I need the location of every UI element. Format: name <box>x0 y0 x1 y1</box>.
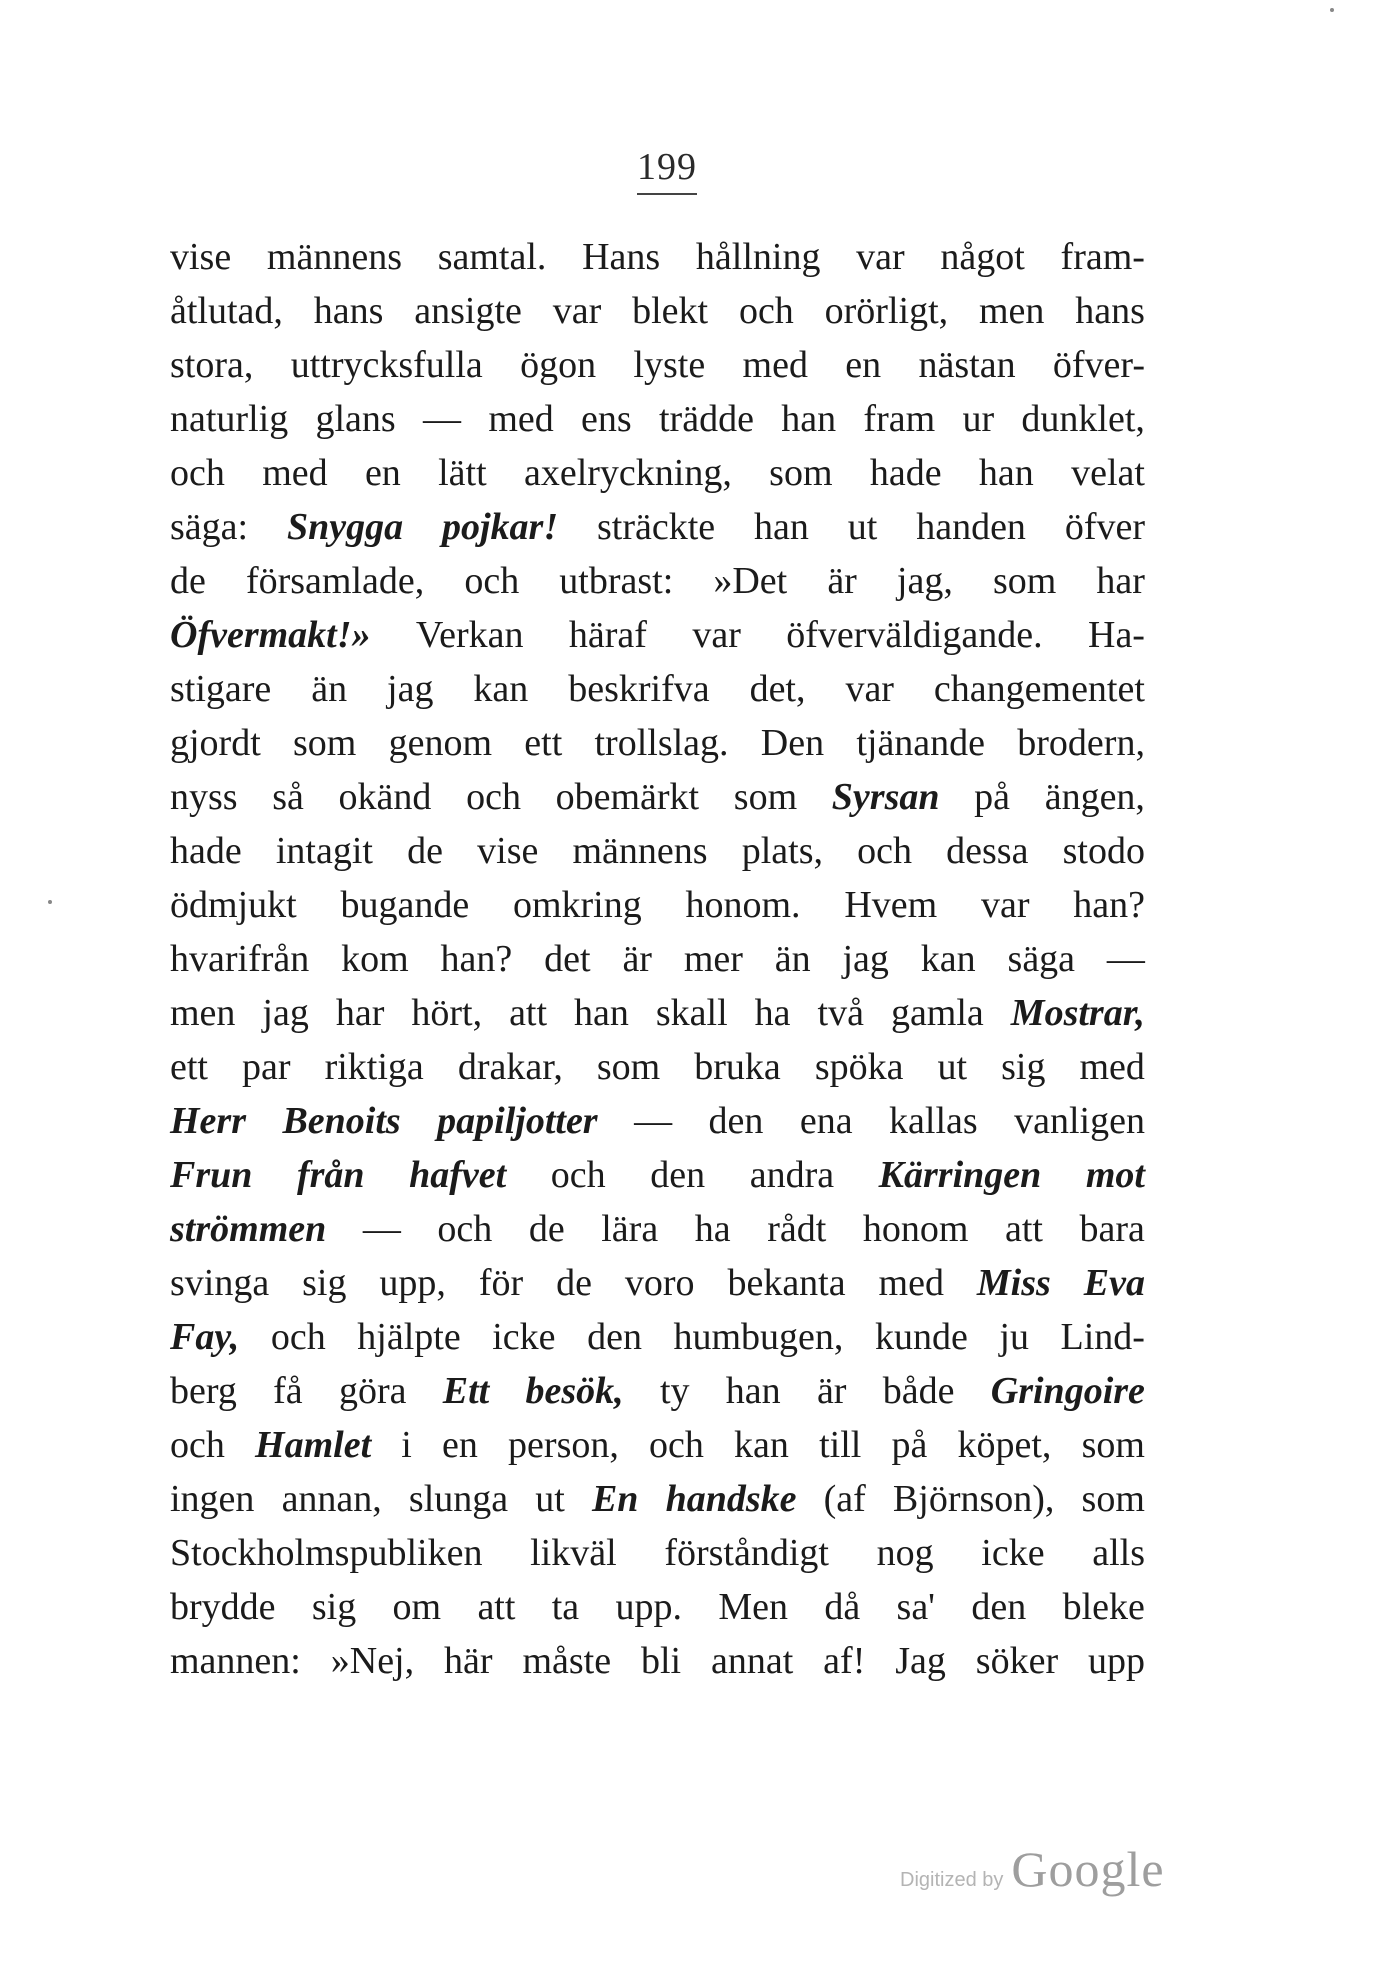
word: de <box>407 830 443 872</box>
word: humbugen, <box>673 1316 844 1358</box>
word: brydde <box>170 1586 276 1628</box>
word: ta <box>551 1586 580 1628</box>
word: med <box>262 452 328 494</box>
word: af! <box>823 1640 866 1682</box>
word: jag <box>842 938 889 980</box>
word: med <box>878 1262 944 1304</box>
word: ett <box>170 1046 208 1088</box>
text-line <box>170 284 1145 338</box>
word: han <box>754 506 809 548</box>
italic-word: pojkar! <box>441 506 559 548</box>
word: stodo <box>1062 830 1145 872</box>
word: hans <box>1075 290 1145 332</box>
word: jag, <box>896 560 953 602</box>
word: den <box>708 1100 764 1142</box>
word: par <box>242 1046 291 1088</box>
word: orörligt, <box>824 290 949 332</box>
text-line <box>170 1094 1145 1148</box>
word: de <box>528 1208 565 1250</box>
word: fram <box>863 398 936 440</box>
word: men <box>978 290 1045 332</box>
text-line <box>170 1040 1145 1094</box>
word: voro <box>624 1262 695 1304</box>
text-line <box>170 392 1145 446</box>
word: kom <box>341 938 409 980</box>
word: andra <box>749 1154 835 1196</box>
word: hans <box>313 290 384 332</box>
word: och <box>857 830 913 872</box>
text-line <box>170 1580 1145 1634</box>
word: nyss <box>170 776 238 818</box>
word: att <box>1004 1208 1043 1250</box>
word: jag <box>262 992 309 1034</box>
word: Den <box>760 722 825 764</box>
word: »Nej, <box>330 1640 415 1682</box>
word: men <box>170 992 236 1034</box>
text-line <box>170 446 1145 500</box>
text-line <box>170 932 1145 986</box>
italic-word: Syrsan <box>831 776 940 818</box>
word: han <box>978 452 1034 494</box>
text-line <box>170 662 1145 716</box>
word: handen <box>916 506 1026 548</box>
word: för <box>478 1262 524 1304</box>
word: ur <box>962 398 995 440</box>
word: slunga <box>408 1478 509 1520</box>
word: har <box>335 992 385 1034</box>
word: kan <box>734 1424 789 1466</box>
word: med <box>488 398 554 440</box>
word: genom <box>388 722 493 764</box>
word: om <box>392 1586 442 1628</box>
text-line <box>170 1310 1145 1364</box>
word: ut <box>847 506 878 548</box>
word: Men <box>718 1586 788 1628</box>
digitized-by-label: Digitized by <box>900 1869 1004 1891</box>
word: än <box>311 668 348 710</box>
word: de <box>556 1262 592 1304</box>
word: upp. <box>615 1586 683 1628</box>
word: två <box>817 992 864 1034</box>
word: än <box>774 938 811 980</box>
word: i <box>401 1424 412 1466</box>
word: trädde <box>659 398 754 440</box>
word: han? <box>440 938 513 980</box>
word: med <box>1079 1046 1145 1088</box>
word: honom. <box>685 884 801 926</box>
word: och <box>738 290 794 332</box>
word: glans <box>315 398 396 440</box>
word: kallas <box>889 1100 978 1142</box>
word: dessa <box>946 830 1029 872</box>
word: gjordt <box>170 722 261 764</box>
word: — <box>362 1208 401 1250</box>
italic-word: Fay, <box>170 1316 240 1358</box>
word: åtlutad, <box>170 290 283 332</box>
word: var <box>845 668 894 710</box>
text-line <box>170 1472 1145 1526</box>
word: och <box>466 776 521 818</box>
word: honom <box>862 1208 969 1250</box>
word: jag <box>387 668 434 710</box>
italic-word: Hamlet <box>255 1424 372 1466</box>
word: ut <box>937 1046 968 1088</box>
word: han <box>725 1370 781 1412</box>
word: kan <box>473 668 529 710</box>
word: ansigte <box>414 290 522 332</box>
word: ha <box>694 1208 731 1250</box>
word: velat <box>1071 452 1145 494</box>
word: här <box>444 1640 493 1682</box>
scan-speck <box>48 900 52 904</box>
word: då <box>824 1586 861 1628</box>
word: brodern, <box>1017 722 1145 764</box>
word: männens <box>266 236 402 278</box>
word: köpet, <box>957 1424 1052 1466</box>
text-line <box>170 770 1145 824</box>
word: med <box>742 344 808 386</box>
word: alls <box>1092 1532 1145 1574</box>
word: det, <box>749 668 806 710</box>
italic-word: strömmen <box>170 1208 327 1250</box>
text-line <box>170 986 1145 1040</box>
word: hade <box>170 830 242 872</box>
italic-word: Mostrar, <box>1010 992 1145 1034</box>
word: ett <box>524 722 563 764</box>
word: häraf <box>568 614 647 656</box>
word: berg <box>170 1370 237 1412</box>
italic-word: Ett <box>442 1370 490 1412</box>
word: spöka <box>814 1046 904 1088</box>
word: Lind- <box>1060 1316 1145 1358</box>
italic-word: Frun <box>170 1154 253 1196</box>
word: förståndigt <box>664 1532 829 1574</box>
word: Verkan <box>415 614 524 656</box>
word: upp, <box>379 1262 446 1304</box>
word: svinga <box>170 1262 270 1304</box>
word: är <box>816 1370 847 1412</box>
word: är <box>622 938 652 980</box>
word: (af <box>823 1478 866 1520</box>
word: bugande <box>340 884 470 926</box>
text-line <box>170 1364 1145 1418</box>
text-line <box>170 1634 1145 1688</box>
text-line <box>170 230 1145 284</box>
word: att <box>509 992 548 1034</box>
word: en <box>442 1424 478 1466</box>
word: upp <box>1088 1640 1145 1682</box>
word: blekt <box>632 290 709 332</box>
word: intagit <box>275 830 373 872</box>
word: samtal. <box>437 236 547 278</box>
word: öfver- <box>1052 344 1145 386</box>
word: ängen, <box>1044 776 1145 818</box>
word: och <box>550 1154 606 1196</box>
word: han <box>574 992 629 1034</box>
word: som <box>1081 1478 1145 1520</box>
word: nog <box>876 1532 934 1574</box>
word: hört, <box>411 992 483 1034</box>
word: söker <box>975 1640 1059 1682</box>
word: mannen: <box>170 1640 301 1682</box>
word: en <box>364 452 401 494</box>
word: icke <box>981 1532 1045 1574</box>
italic-word: Kärringen <box>878 1154 1042 1196</box>
word: Hvem <box>844 884 938 926</box>
word: utbrast: <box>559 560 674 602</box>
word: den <box>650 1154 706 1196</box>
text-line <box>170 1148 1145 1202</box>
word: en <box>845 344 882 386</box>
italic-word: mot <box>1085 1154 1145 1196</box>
word: sig <box>302 1262 347 1304</box>
text-line <box>170 878 1145 932</box>
word: och <box>170 1424 225 1466</box>
word: säga: <box>170 506 249 548</box>
word: ha <box>754 992 791 1034</box>
text-line <box>170 1256 1145 1310</box>
word: skall <box>655 992 728 1034</box>
word: Hans <box>582 236 661 278</box>
word: församlade, <box>245 560 425 602</box>
word: nästan <box>918 344 1016 386</box>
word: trollslag. <box>594 722 729 764</box>
word: ena <box>799 1100 853 1142</box>
word: den <box>587 1316 642 1358</box>
word: han? <box>1073 884 1145 926</box>
word: ens <box>581 398 632 440</box>
word: beskrifva <box>568 668 710 710</box>
word: Stockholmspubliken <box>170 1532 483 1574</box>
italic-word: Benoits <box>282 1100 401 1142</box>
word: han <box>781 398 837 440</box>
word: rådt <box>767 1208 827 1250</box>
word: riktiga <box>324 1046 424 1088</box>
word: ju <box>999 1316 1029 1358</box>
word: att <box>477 1586 516 1628</box>
word: har <box>1096 560 1145 602</box>
word: icke <box>492 1316 556 1358</box>
word: bli <box>640 1640 682 1682</box>
word: Jag <box>895 1640 946 1682</box>
word: changementet <box>933 668 1145 710</box>
word: omkring <box>512 884 642 926</box>
word: plats, <box>741 830 823 872</box>
word: sa' <box>896 1586 936 1628</box>
italic-word: Eva <box>1083 1262 1145 1304</box>
italic-word: från <box>296 1154 365 1196</box>
page-number-container <box>612 145 722 195</box>
word: bruka <box>694 1046 781 1088</box>
word: uttrycksfulla <box>290 344 483 386</box>
word: Ha- <box>1088 614 1145 656</box>
word: ty <box>659 1370 690 1412</box>
word: person, <box>508 1424 619 1466</box>
italic-word: besök, <box>525 1370 624 1412</box>
word: Björnson), <box>892 1478 1055 1520</box>
word: och <box>649 1424 704 1466</box>
word: stigare <box>170 668 272 710</box>
word: naturlig <box>170 398 289 440</box>
word: bekanta <box>727 1262 846 1304</box>
word: säga <box>1007 938 1076 980</box>
word: den <box>971 1586 1027 1628</box>
word: annat <box>710 1640 794 1682</box>
word: som <box>769 452 833 494</box>
word: — <box>423 398 462 440</box>
word: som <box>596 1046 661 1088</box>
text-line <box>170 338 1145 392</box>
word: »Det <box>713 560 788 602</box>
word: öfver <box>1064 506 1145 548</box>
text-line <box>170 1526 1145 1580</box>
word: sig <box>1001 1046 1046 1088</box>
word: de <box>170 560 206 602</box>
word: hållning <box>695 236 821 278</box>
text-line <box>170 716 1145 770</box>
word: lära <box>601 1208 659 1250</box>
word: annan, <box>281 1478 382 1520</box>
word: lätt <box>438 452 487 494</box>
text-line <box>170 608 1145 662</box>
word: något <box>940 236 1025 278</box>
word: sträckte <box>596 506 716 548</box>
word: likväl <box>530 1532 617 1574</box>
word: hjälpte <box>357 1316 461 1358</box>
word: mer <box>683 938 743 980</box>
word: ut <box>535 1478 565 1520</box>
word: — <box>1106 938 1145 980</box>
word: — <box>634 1100 673 1142</box>
word: ingen <box>170 1478 255 1520</box>
word: som <box>992 560 1057 602</box>
word: var <box>980 884 1030 926</box>
word: som <box>733 776 798 818</box>
word: hvarifrån <box>170 938 310 980</box>
scan-speck <box>1330 8 1334 12</box>
word: på <box>974 776 1011 818</box>
word: göra <box>338 1370 407 1412</box>
word: måste <box>522 1640 612 1682</box>
word: till <box>819 1424 862 1466</box>
italic-word: Gringoire <box>990 1370 1145 1412</box>
word: vanligen <box>1014 1100 1145 1142</box>
italic-word: Miss <box>976 1262 1051 1304</box>
word: sig <box>311 1586 357 1628</box>
italic-word: Herr <box>170 1100 246 1142</box>
word: var <box>692 614 741 656</box>
word: okänd <box>338 776 432 818</box>
word: axelryckning, <box>523 452 732 494</box>
word: både <box>882 1370 955 1412</box>
word: tjänande <box>856 722 986 764</box>
text-line <box>170 554 1145 608</box>
text-line <box>170 1418 1145 1472</box>
word: hade <box>869 452 942 494</box>
body-text <box>170 230 1145 1688</box>
word: vise <box>170 236 232 278</box>
word: som <box>1081 1424 1145 1466</box>
page-number: 199 <box>637 145 697 195</box>
word: dunklet, <box>1021 398 1145 440</box>
word: ögon <box>520 344 597 386</box>
word: bleke <box>1062 1586 1145 1628</box>
word: var <box>552 290 602 332</box>
word: som <box>293 722 357 764</box>
digitized-by-google-watermark <box>900 1840 1200 1898</box>
word: öfverväldigande. <box>786 614 1043 656</box>
word: få <box>273 1370 303 1412</box>
italic-word: En <box>591 1478 639 1520</box>
word: lyste <box>633 344 706 386</box>
word: stora, <box>170 344 254 386</box>
text-line <box>170 500 1145 554</box>
word: så <box>272 776 304 818</box>
text-line <box>170 824 1145 878</box>
word: drakar, <box>457 1046 563 1088</box>
word: det <box>544 938 591 980</box>
italic-word: Öfvermakt!» <box>170 614 371 656</box>
word: obemärkt <box>555 776 700 818</box>
word: kan <box>920 938 976 980</box>
italic-word: papiljotter <box>437 1100 598 1142</box>
word: ödmjukt <box>170 884 297 926</box>
word: på <box>891 1424 928 1466</box>
word: och <box>464 560 520 602</box>
word: och <box>437 1208 493 1250</box>
word: och <box>170 452 225 494</box>
google-logo: Google <box>1011 1841 1165 1897</box>
italic-word: hafvet <box>409 1154 507 1196</box>
italic-word: Snygga <box>286 506 404 548</box>
word: fram- <box>1060 236 1145 278</box>
word: är <box>827 560 857 602</box>
word: och <box>270 1316 326 1358</box>
italic-word: handske <box>665 1478 797 1520</box>
word: männens <box>572 830 708 872</box>
word: bara <box>1079 1208 1145 1250</box>
text-line <box>170 1202 1145 1256</box>
word: gamla <box>890 992 984 1034</box>
word: vise <box>477 830 539 872</box>
word: kunde <box>874 1316 968 1358</box>
word: var <box>856 236 905 278</box>
